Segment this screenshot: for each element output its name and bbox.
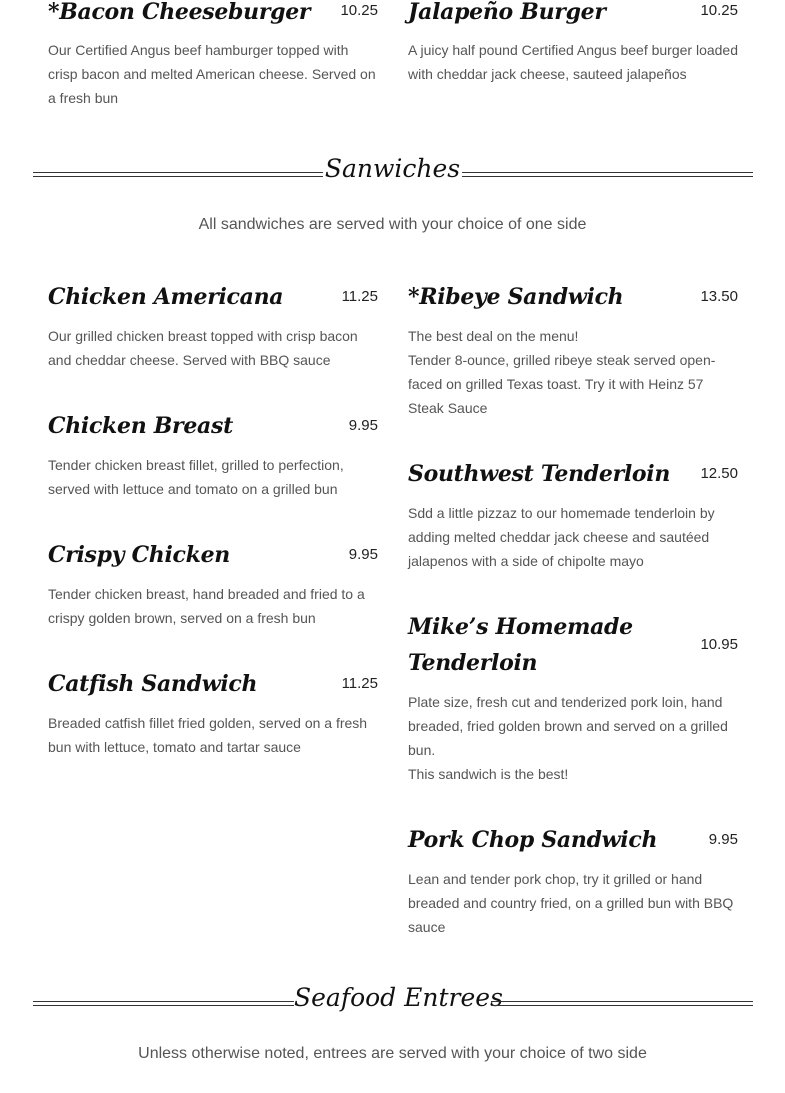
menu-item-description [408, 324, 743, 420]
menu-item-description [48, 324, 380, 372]
section-note: All sandwiches are served with your choice of one side [198, 216, 587, 233]
menu-item-description-line: Sdd a little pizzaz to our homemade tenderloin by adding melted cheddar jack cheese and sautéed jalapenos with a side of chipolte mayo [408, 505, 715, 569]
menu-item-price: 10.25 [340, 2, 378, 19]
menu-item-description [48, 711, 380, 759]
menu-item-description [48, 453, 380, 501]
menu-item-name: *Bacon Cheeseburger [48, 0, 311, 25]
menu-item-description [408, 867, 743, 939]
menu-item-price: 11.25 [341, 675, 378, 692]
menu-item-description-line: Our grilled chicken breast topped with crisp bacon and cheddar cheese. Served with BBQ sauce [48, 328, 358, 368]
menu-item-name: Mike’s Homemade Tenderloin [408, 614, 633, 676]
menu-item-description-line: The best deal on the menu! [408, 328, 579, 344]
menu-item-name: Southwest Tenderloin [408, 461, 671, 487]
menu-item-price: 13.50 [700, 288, 738, 305]
menu-item-price: 12.50 [700, 465, 738, 482]
menu-item-description [48, 38, 380, 110]
menu-item-description-line: Our Certified Angus beef hamburger topped with crisp bacon and melted American cheese. Served on a fresh bun [48, 42, 376, 106]
menu-item-description-line: This sandwich is the best! [408, 766, 569, 782]
menu-item-description [408, 38, 740, 86]
menu-item-description [48, 582, 380, 630]
menu-item-price: 9.95 [348, 546, 378, 563]
menu-item-description-line: A juicy half pound Certified Angus beef burger loaded with cheddar jack cheese, sauteed jalapeños [408, 42, 739, 82]
section-title: Seafood Entrees [294, 983, 503, 1012]
section-divider-left [33, 172, 323, 177]
menu-item-name: *Ribeye Sandwich [408, 284, 624, 310]
menu-item-name: Chicken Breast [48, 413, 233, 439]
menu-item-description [408, 501, 726, 573]
menu-item-description-line: Tender chicken breast fillet, grilled to perfection, served with lettuce and tomato on a grilled bun [48, 457, 344, 497]
menu-item-description [408, 690, 738, 786]
menu-item-price: 10.95 [700, 636, 738, 653]
menu-item-price: 9.95 [348, 417, 378, 434]
menu-item-name: Chicken Americana [48, 284, 284, 310]
menu-item-name: Pork Chop Sandwich [408, 827, 658, 853]
section-divider-right [462, 172, 753, 177]
menu-item-name: Crispy Chicken [48, 542, 230, 568]
section-divider-right [491, 1001, 753, 1006]
menu-item-price: 10.25 [700, 2, 738, 19]
section-divider-left [33, 1001, 294, 1006]
menu-item-price: 11.25 [341, 288, 378, 305]
menu-item-description-line: Lean and tender pork chop, try it grilled or hand breaded and country fried, on a grilled bun with BBQ sauce [408, 871, 734, 935]
section-title: Sanwiches [324, 154, 461, 183]
menu-item-description-line: Plate size, fresh cut and tenderized pork loin, hand breaded, fried golden brown and served on a grilled bun. [408, 694, 728, 758]
menu-item-description-line: Breaded catfish fillet fried golden, served on a fresh bun with lettuce, tomato and tartar sauce [48, 715, 368, 755]
menu-item-description-line: Tender chicken breast, hand breaded and fried to a crispy golden brown, served on a fresh bun [48, 586, 365, 626]
menu-item-name: Jalapeño Burger [408, 0, 606, 25]
menu-item-price: 9.95 [708, 831, 738, 848]
menu-item-name: Catfish Sandwich [48, 671, 258, 697]
section-note: Unless otherwise noted, entrees are served with your choice of two side [138, 1045, 647, 1062]
menu-item-description-line: Tender 8-ounce, grilled ribeye steak served open-faced on grilled Texas toast. Try it with Heinz 57 Steak Sauce [408, 352, 716, 416]
